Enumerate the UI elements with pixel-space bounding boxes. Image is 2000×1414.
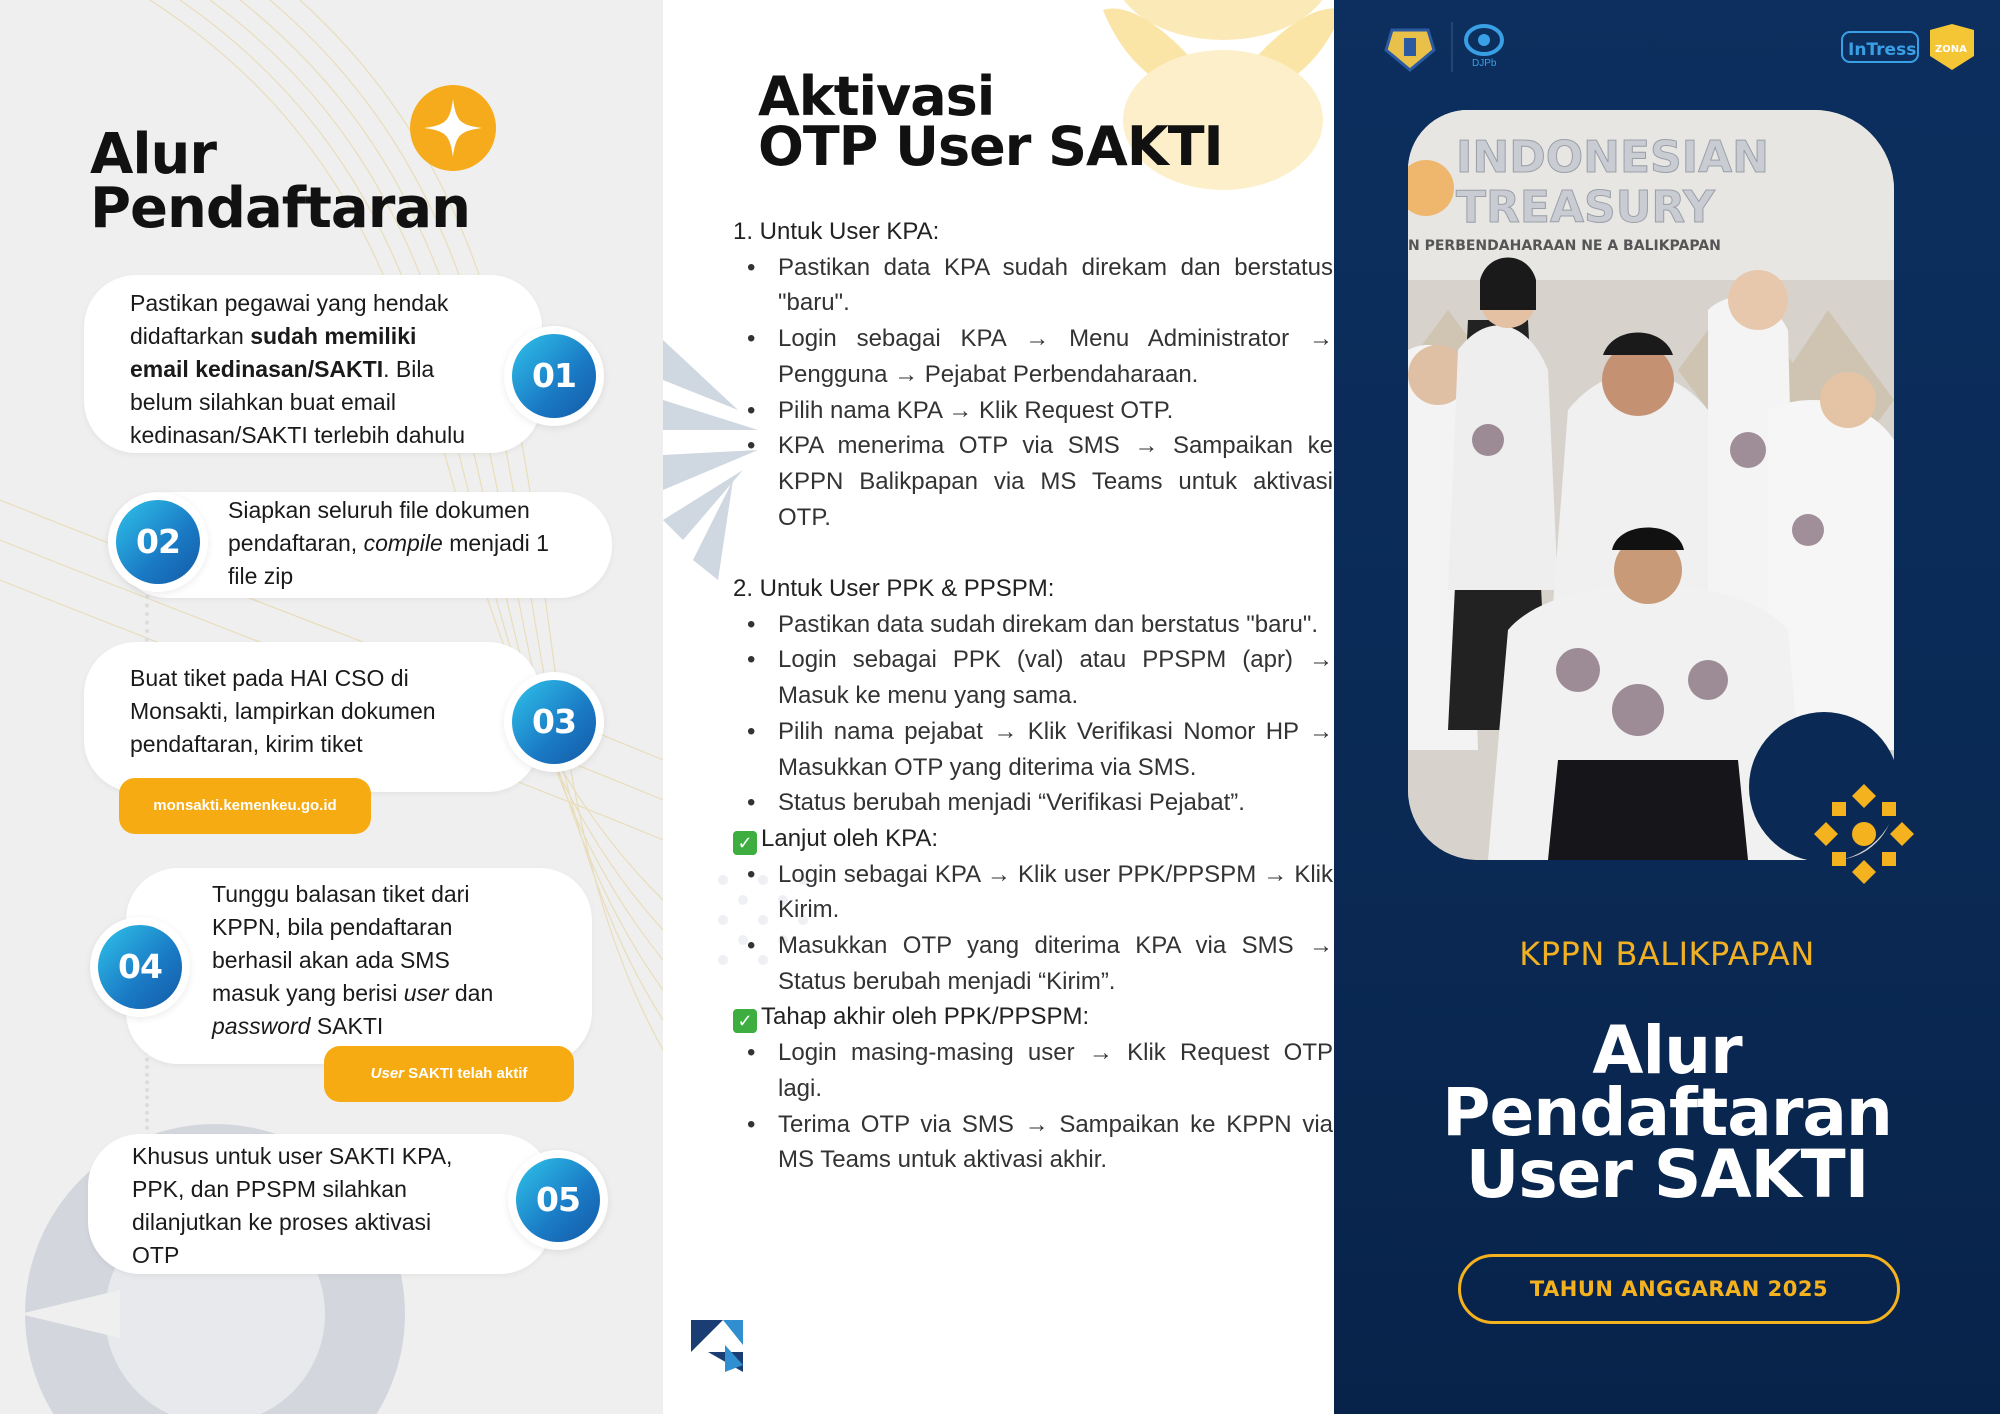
registration-flow-panel bbox=[0, 0, 663, 1414]
list-item: • Masukkan OTP yang diterima KPA via SMS → Status berubah menjadi “Kirim”. bbox=[733, 928, 1333, 999]
step-card-03 bbox=[84, 642, 540, 792]
photo-sign-line3: N PERBENDAHARAAN NE A BALIKPAPAN bbox=[1408, 238, 1721, 254]
step-number-02: 02 bbox=[108, 492, 208, 592]
section-kpa-list bbox=[733, 250, 1333, 536]
list-item: • KPA menerima OTP via SMS → Sampaikan ke KPPN Balikpapan via MS Teams untuk aktivasi OTP. bbox=[733, 428, 1333, 535]
djpb-logo-label: DJPb bbox=[1472, 58, 1497, 69]
otp-title: Aktivasi OTP User SAKTI bbox=[758, 65, 1223, 178]
check-icon: ✓ bbox=[733, 1009, 757, 1033]
list-item: • Login sebagai PPK (val) atau PPSPM (apr) → Masuk ke menu yang sama. bbox=[733, 642, 1333, 713]
list-item: • Pastikan data sudah direkam dan berstatus "baru". bbox=[733, 607, 1333, 643]
list-item: • Login sebagai KPA → Klik user PPK/PPSPM → Klik Kirim. bbox=[733, 857, 1333, 928]
otp-activation-panel bbox=[663, 0, 1334, 1414]
list-item: • Status berubah menjadi “Verifikasi Pejabat”. bbox=[733, 785, 1333, 821]
step-05-text: Khusus untuk user SAKTI KPA, PPK, dan PPSPM silahkan dilanjutkan ke proses aktivasi OTP bbox=[132, 1143, 453, 1268]
djpb-logo-icon bbox=[1466, 26, 1502, 54]
step-03-text: Buat tiket pada HAI CSO di Monsakti, lampirkan dokumen pendaftaran, kirim tiket bbox=[130, 665, 436, 757]
section-ppk-list bbox=[733, 607, 1333, 821]
otp-instructions bbox=[733, 214, 1333, 1178]
step-02-text: Siapkan seluruh file dokumen pendaftaran, compile menjadi 1 file zip bbox=[228, 497, 549, 589]
step-number-03: 03 bbox=[504, 672, 604, 772]
corner-logo-icon bbox=[691, 1320, 743, 1372]
list-item: • Pilih nama pejabat → Klik Verifikasi Nomor HP → Masukkan OTP yang diterima via SMS. bbox=[733, 714, 1333, 785]
photo-sign-line2: TREASURY bbox=[1456, 182, 1715, 233]
sakti-active-badge: User SAKTI telah aktif bbox=[324, 1046, 574, 1102]
section-kpa-heading: 1. Untuk User KPA: bbox=[733, 218, 940, 245]
step-number-04: 04 bbox=[90, 917, 190, 1017]
step-connector bbox=[145, 1050, 149, 1130]
step-card-05 bbox=[88, 1134, 552, 1274]
section-final-list bbox=[733, 1035, 1333, 1178]
section-kpa-continue-list bbox=[733, 857, 1333, 1000]
step-04-text: Tunggu balasan tiket dari KPPN, bila pendaftaran berhasil akan ada SMS masuk yang berisi user dan password SAKTI bbox=[212, 881, 494, 1039]
step-card-01 bbox=[84, 275, 542, 453]
section-ppk-heading: 2. Untuk User PPK & PPSPM: bbox=[733, 575, 1055, 603]
list-item: • Login masing-masing user → Klik Request OTP lagi. bbox=[733, 1035, 1333, 1106]
step-01-text: Pastikan pegawai yang hendak didaftarkan sudah memiliki email kedinasan/SAKTI. Bila belum silahkan buat email kedinasan/SAKTI terlebih dahulu bbox=[130, 290, 465, 448]
section-kpa-continue-heading: ✓ Lanjut oleh KPA: bbox=[733, 821, 1333, 857]
monsakti-link[interactable]: monsakti.kemenkeu.go.id bbox=[119, 778, 371, 834]
step-number-05: 05 bbox=[508, 1150, 608, 1250]
office-name: KPPN BALIKPAPAN bbox=[1519, 935, 1815, 973]
fiscal-year-badge: TAHUN ANGGARAN 2025 bbox=[1458, 1254, 1900, 1324]
step-card-04 bbox=[126, 868, 592, 1064]
intress-logo-label: InTress bbox=[1848, 40, 1917, 60]
kemenkeu-logo-icon bbox=[1386, 30, 1434, 70]
step-number-01: 01 bbox=[504, 326, 604, 426]
section-final-heading: ✓ Tahap akhir oleh PPK/PPSPM: bbox=[733, 999, 1333, 1035]
cover-panel bbox=[1334, 0, 2000, 1414]
list-item: • Terima OTP via SMS → Sampaikan ke KPPN via MS Teams untuk aktivasi akhir. bbox=[733, 1107, 1333, 1178]
zona-badge-label: ZONA bbox=[1935, 44, 1967, 55]
star-icon bbox=[410, 85, 496, 171]
ornament-icon bbox=[1814, 784, 1914, 884]
photo-sign-line1: INDONESIAN bbox=[1456, 132, 1769, 183]
list-item: • Pastikan data KPA sudah direkam dan berstatus "baru". bbox=[733, 250, 1333, 321]
cover-title: Alur Pendaftaran User SAKTI bbox=[1442, 1012, 1892, 1213]
logo-row bbox=[1334, 0, 2000, 90]
page-title: Alur Pendaftaran bbox=[90, 122, 470, 241]
list-item: • Pilih nama KPA → Klik Request OTP. bbox=[733, 393, 1333, 429]
list-item: • Login sebagai KPA → Menu Administrator → Pengguna → Pejabat Perbendaharaan. bbox=[733, 321, 1333, 392]
check-icon: ✓ bbox=[733, 831, 757, 855]
